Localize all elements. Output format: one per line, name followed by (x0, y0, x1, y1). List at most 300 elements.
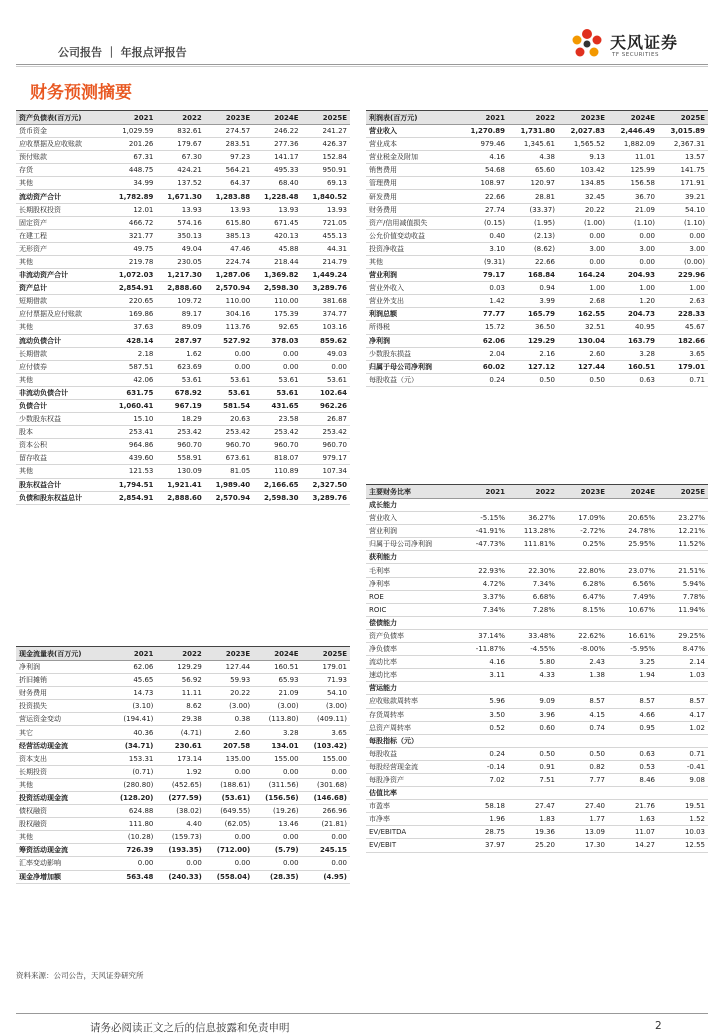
row-label: 营业成本 (366, 138, 458, 151)
cell-value: 156.58 (608, 177, 658, 190)
cell-value: 218.44 (253, 255, 301, 268)
cell-value: 214.79 (302, 255, 350, 268)
cell-value: 378.03 (253, 334, 301, 347)
row-label: 公允价值变动收益 (366, 229, 458, 242)
row-label: 净负债率 (366, 643, 458, 656)
row-label: 获利能力 (366, 551, 458, 564)
row-label: 资产/信用减值损失 (366, 216, 458, 229)
cell-value: 0.00 (253, 857, 301, 870)
column-header-year: 2023E (558, 111, 608, 125)
cell-value (608, 734, 658, 747)
cell-value: 2.63 (658, 295, 708, 308)
cell-value: 1,921.41 (156, 478, 204, 491)
row-label: 其他 (16, 373, 108, 386)
cell-value: 8.47% (658, 643, 708, 656)
cell-value: 3.65 (658, 347, 708, 360)
cell-value: -0.14 (458, 760, 508, 773)
table-row (366, 695, 708, 708)
cell-value: 967.19 (156, 399, 204, 412)
cell-value: (277.59) (156, 791, 204, 804)
cell-value: (188.61) (205, 778, 253, 791)
row-label: 少数股东权益 (16, 413, 108, 426)
cell-value: 563.48 (108, 870, 156, 883)
cell-value: 60.02 (458, 360, 508, 373)
cell-value: 0.82 (558, 760, 608, 773)
cell-value: 253.42 (205, 426, 253, 439)
cell-value: (452.65) (156, 778, 204, 791)
cell-value: 103.42 (558, 164, 608, 177)
cell-value: 127.44 (558, 360, 608, 373)
table-row (366, 190, 708, 203)
table-section-row (366, 499, 708, 512)
row-label: 每股经营现金流 (366, 760, 458, 773)
cell-value: 22.66 (508, 255, 558, 268)
table-row (16, 308, 350, 321)
cell-value: 0.00 (205, 765, 253, 778)
cell-value: (53.61) (205, 791, 253, 804)
cell-value: 5.96 (458, 695, 508, 708)
row-label: 应付票据及应付账款 (16, 308, 108, 321)
cell-value: 29.38 (156, 713, 204, 726)
table-header-row (16, 111, 350, 125)
row-label: 筹资活动现金流 (16, 844, 108, 857)
row-label: 存货 (16, 164, 108, 177)
cell-value: 678.92 (156, 386, 204, 399)
cell-value: 53.61 (205, 386, 253, 399)
row-label: 留存收益 (16, 452, 108, 465)
cell-value: 266.96 (302, 805, 350, 818)
cell-value: 4.17 (658, 708, 708, 721)
column-header-year: 2025E (658, 485, 708, 499)
cell-value: 431.65 (253, 399, 301, 412)
cell-value: (33.37) (508, 203, 558, 216)
cell-value: 1,345.61 (508, 138, 558, 151)
cell-value: 3.96 (508, 708, 558, 721)
row-label: 投资损失 (16, 700, 108, 713)
table-row (366, 512, 708, 525)
column-header-year: 2025E (302, 111, 350, 125)
cell-value: 1,228.48 (253, 190, 301, 203)
table-row (366, 321, 708, 334)
cell-value: 71.93 (302, 674, 350, 687)
row-label: 流动资产合计 (16, 190, 108, 203)
cell-value: 169.86 (108, 308, 156, 321)
table-row (366, 282, 708, 295)
cell-value: 23.27% (658, 512, 708, 525)
cell-value: 3.00 (658, 242, 708, 255)
cell-value: 22.62% (558, 629, 608, 642)
row-label: 股东权益合计 (16, 478, 108, 491)
cell-value: 0.38 (205, 713, 253, 726)
table-row (16, 203, 350, 216)
cell-value: 58.18 (458, 800, 508, 813)
row-label: 所得税 (366, 321, 458, 334)
cell-value: 22.93% (458, 564, 508, 577)
cell-value: 13.93 (302, 203, 350, 216)
cell-value (458, 734, 508, 747)
cell-value: 0.00 (558, 229, 608, 242)
table-section-row (366, 734, 708, 747)
cell-value (458, 616, 508, 629)
cell-value: 54.10 (302, 687, 350, 700)
cell-value: 137.52 (156, 177, 204, 190)
table-row (16, 765, 350, 778)
table-row (16, 164, 350, 177)
cell-value: 277.36 (253, 138, 301, 151)
cell-value: 11.94% (658, 603, 708, 616)
column-header-year: 2023E (205, 647, 253, 661)
data-source-note: 资料来源：公司公告，天风证券研究所 (16, 971, 144, 980)
cell-value: 2.04 (458, 347, 508, 360)
cell-value: 0.00 (156, 857, 204, 870)
cell-value: 1,731.80 (508, 125, 558, 138)
cell-value: 65.93 (253, 674, 301, 687)
cell-value: -4.55% (508, 643, 558, 656)
cell-value: 979.17 (302, 452, 350, 465)
cell-value: 274.57 (205, 125, 253, 138)
table-row (366, 813, 708, 826)
table-row (366, 177, 708, 190)
cell-value: 27.47 (508, 800, 558, 813)
row-label: ROE (366, 590, 458, 603)
cell-value: 207.58 (205, 739, 253, 752)
table-row (366, 629, 708, 642)
cell-value: 241.27 (302, 125, 350, 138)
cell-value: 564.21 (205, 164, 253, 177)
row-label: 短期借款 (16, 295, 108, 308)
cell-value: 229.96 (658, 269, 708, 282)
cell-value: 12.01 (108, 203, 156, 216)
key-indicators-table (366, 484, 708, 853)
row-label: 资本支出 (16, 752, 108, 765)
cell-value: 65.60 (508, 164, 558, 177)
cell-value: 204.93 (608, 269, 658, 282)
column-header-year: 2024E (608, 111, 658, 125)
cell-value: 7.49% (608, 590, 658, 603)
cell-value: 0.53 (608, 760, 658, 773)
cell-value: 0.00 (253, 831, 301, 844)
row-label: 长期投资 (16, 765, 108, 778)
cell-value: 4.16 (458, 151, 508, 164)
table-row (366, 360, 708, 373)
cell-value: 129.29 (156, 661, 204, 674)
cell-value: 13.93 (253, 203, 301, 216)
cell-value: 0.63 (608, 747, 658, 760)
cell-value: 230.61 (156, 739, 204, 752)
table-row (16, 661, 350, 674)
cell-value: 64.37 (205, 177, 253, 190)
row-label: 无形资产 (16, 242, 108, 255)
cell-value: (0.00) (658, 255, 708, 268)
page-number: 2 (655, 1020, 662, 1032)
table-row (366, 577, 708, 590)
cell-value: 67.31 (108, 151, 156, 164)
cell-value (658, 551, 708, 564)
cell-value: 165.79 (508, 308, 558, 321)
cell-value: 8.46 (608, 773, 658, 786)
cell-value: 13.46 (253, 818, 301, 831)
row-label: 长期股权投资 (16, 203, 108, 216)
column-header-year: 2021 (108, 647, 156, 661)
table-row (366, 203, 708, 216)
cell-value: 3.50 (458, 708, 508, 721)
table-row (366, 538, 708, 551)
cell-value: 9.08 (658, 773, 708, 786)
cell-value: (5.79) (253, 844, 301, 857)
cell-value: 3.65 (302, 726, 350, 739)
table-row (16, 426, 350, 439)
column-header-year: 2024E (608, 485, 658, 499)
cell-value: 0.25% (558, 538, 608, 551)
cell-value: 0.63 (608, 373, 658, 386)
table-row (16, 739, 350, 752)
cell-value: 54.10 (658, 203, 708, 216)
company-logo (570, 26, 700, 66)
cell-value: 21.09 (253, 687, 301, 700)
table-row (16, 713, 350, 726)
cell-value: 49.04 (156, 242, 204, 255)
cell-value: 21.76 (608, 800, 658, 813)
cell-value: 2,367.31 (658, 138, 708, 151)
cell-value: 22.66 (458, 190, 508, 203)
cell-value: 24.78% (608, 525, 658, 538)
column-header-label: 利润表(百万元) (366, 111, 458, 125)
cell-value: 2.16 (508, 347, 558, 360)
cell-value: 8.57 (558, 695, 608, 708)
cell-value: 164.24 (558, 269, 608, 282)
cell-value (608, 616, 658, 629)
table-section-row (366, 616, 708, 629)
cell-value: 103.16 (302, 321, 350, 334)
cell-value: 12.21% (658, 525, 708, 538)
cell-value (658, 616, 708, 629)
cell-value: 428.14 (108, 334, 156, 347)
cell-value: 2,327.50 (302, 478, 350, 491)
row-label: 财务费用 (366, 203, 458, 216)
row-label: 归属于母公司净利润 (366, 360, 458, 373)
row-label: EV/EBITDA (366, 826, 458, 839)
column-header-year: 2022 (156, 647, 204, 661)
cell-value: 37.14% (458, 629, 508, 642)
cell-value (658, 734, 708, 747)
cell-value: 1.03 (658, 669, 708, 682)
row-label: 负债合计 (16, 399, 108, 412)
cell-value: 130.04 (558, 334, 608, 347)
cell-value (508, 734, 558, 747)
cell-value: 32.51 (558, 321, 608, 334)
cell-value: 1,072.03 (108, 269, 156, 282)
table-row (16, 373, 350, 386)
cell-value: 0.95 (608, 721, 658, 734)
cell-value: (712.00) (205, 844, 253, 857)
cell-value: 1,794.51 (108, 478, 156, 491)
cell-value: 246.22 (253, 125, 301, 138)
cell-value: 219.78 (108, 255, 156, 268)
cell-value (458, 551, 508, 564)
cell-value: 36.27% (508, 512, 558, 525)
cell-value: 960.70 (156, 439, 204, 452)
row-label: 每股净资产 (366, 773, 458, 786)
cell-value: 0.40 (458, 229, 508, 242)
row-label: 股本 (16, 426, 108, 439)
cell-value: 16.61% (608, 629, 658, 642)
cell-value: 152.84 (302, 151, 350, 164)
cell-value: 12.55 (658, 839, 708, 852)
cell-value: 962.26 (302, 399, 350, 412)
cell-value: (193.35) (156, 844, 204, 857)
cell-value (658, 682, 708, 695)
cell-value: -41.91% (458, 525, 508, 538)
cell-value: 6.28% (558, 577, 608, 590)
cell-value: 6.68% (508, 590, 558, 603)
cell-value: 2,027.83 (558, 125, 608, 138)
table-row (16, 491, 350, 504)
row-label: 资产负债率 (366, 629, 458, 642)
row-label: 营业收入 (366, 125, 458, 138)
cell-value: 37.63 (108, 321, 156, 334)
cell-value: 4.15 (558, 708, 608, 721)
cell-value: 182.66 (658, 334, 708, 347)
cell-value: 581.54 (205, 399, 253, 412)
cell-value (508, 682, 558, 695)
cell-value: 964.86 (108, 439, 156, 452)
table-row (366, 125, 708, 138)
row-label: 每股收益 (366, 747, 458, 760)
cell-value: 81.05 (205, 465, 253, 478)
column-header-label: 主要财务比率 (366, 485, 458, 499)
cell-value: 960.70 (205, 439, 253, 452)
cell-value (608, 499, 658, 512)
cell-value: 3.11 (458, 669, 508, 682)
cell-value: 14.73 (108, 687, 156, 700)
cell-value: 54.68 (458, 164, 508, 177)
cell-value: 2.43 (558, 656, 608, 669)
cell-value: 1.62 (156, 347, 204, 360)
cell-value: 5.80 (508, 656, 558, 669)
cell-value: (0.71) (108, 765, 156, 778)
column-header-year: 2022 (156, 111, 204, 125)
cell-value: 1,989.40 (205, 478, 253, 491)
table-row (366, 347, 708, 360)
logo-english-name: TF SECURITIES (612, 52, 659, 58)
cell-value: 0.00 (302, 831, 350, 844)
table-row (16, 413, 350, 426)
cell-value: 7.51 (508, 773, 558, 786)
cell-value: 818.07 (253, 452, 301, 465)
cell-value: 1,840.52 (302, 190, 350, 203)
cell-value: 381.68 (302, 295, 350, 308)
cell-value: 135.00 (205, 752, 253, 765)
row-label: 长期借款 (16, 347, 108, 360)
cell-value: 179.01 (658, 360, 708, 373)
row-label: 每股收益（元） (366, 373, 458, 386)
cell-value: 68.40 (253, 177, 301, 190)
cell-value: 175.39 (253, 308, 301, 321)
cell-value: 49.03 (302, 347, 350, 360)
cash-flow-table (16, 646, 350, 884)
row-label: 汇率变动影响 (16, 857, 108, 870)
cell-value: (4.71) (156, 726, 204, 739)
table-row (366, 721, 708, 734)
table-row (16, 151, 350, 164)
cell-value: (103.42) (302, 739, 350, 752)
cell-value: 110.00 (253, 295, 301, 308)
cell-value: 2.14 (658, 656, 708, 669)
cell-value: (128.20) (108, 791, 156, 804)
cell-value: 21.51% (658, 564, 708, 577)
cell-value: 0.50 (558, 373, 608, 386)
cell-value: 0.74 (558, 721, 608, 734)
table-row (366, 590, 708, 603)
cell-value: 155.00 (253, 752, 301, 765)
cell-value: 615.80 (205, 216, 253, 229)
row-label: EV/EBIT (366, 839, 458, 852)
table-row (16, 255, 350, 268)
cell-value: 4.72% (458, 577, 508, 590)
cell-value: 77.77 (458, 308, 508, 321)
cell-value: 2.18 (108, 347, 156, 360)
cell-value: (38.02) (156, 805, 204, 818)
cell-value: 253.41 (108, 426, 156, 439)
cell-value: 2,854.91 (108, 491, 156, 504)
cell-value: 28.81 (508, 190, 558, 203)
cell-value: 5.94% (658, 577, 708, 590)
cell-value: 726.39 (108, 844, 156, 857)
row-label: 流动比率 (366, 656, 458, 669)
table-row (366, 229, 708, 242)
cell-value: 6.47% (558, 590, 608, 603)
cell-value: 44.31 (302, 242, 350, 255)
cell-value: 0.00 (253, 765, 301, 778)
cell-value: 1,060.41 (108, 399, 156, 412)
cell-value: 23.58 (253, 413, 301, 426)
table-row (366, 295, 708, 308)
row-label: 总资产周转率 (366, 721, 458, 734)
row-label: 财务费用 (16, 687, 108, 700)
cell-value: 134.01 (253, 739, 301, 752)
cell-value: 160.51 (608, 360, 658, 373)
cell-value: 121.53 (108, 465, 156, 478)
cell-value: 171.91 (658, 177, 708, 190)
row-label: 销售费用 (366, 164, 458, 177)
table-row (366, 773, 708, 786)
cell-value: 671.45 (253, 216, 301, 229)
column-header-label: 资产负债表(百万元) (16, 111, 108, 125)
table-section-row (366, 787, 708, 800)
table-row (16, 465, 350, 478)
cell-value: 0.00 (253, 360, 301, 373)
row-label: 固定资产 (16, 216, 108, 229)
table-row (16, 177, 350, 190)
cell-value: 304.16 (205, 308, 253, 321)
cell-value: 420.13 (253, 229, 301, 242)
cell-value: 25.95% (608, 538, 658, 551)
column-header-year: 2021 (458, 111, 508, 125)
row-label: 成长能力 (366, 499, 458, 512)
cell-value: 0.94 (508, 282, 558, 295)
cell-value: 1.63 (608, 813, 658, 826)
row-label: 应收票据及应收账款 (16, 138, 108, 151)
cell-value: 1.83 (508, 813, 558, 826)
cell-value: 4.38 (508, 151, 558, 164)
cell-value: 0.00 (205, 360, 253, 373)
cell-value: 859.62 (302, 334, 350, 347)
table-row (366, 255, 708, 268)
row-label: 净利润 (16, 661, 108, 674)
cell-value (558, 682, 608, 695)
cell-value: 153.31 (108, 752, 156, 765)
table-row (16, 870, 350, 883)
